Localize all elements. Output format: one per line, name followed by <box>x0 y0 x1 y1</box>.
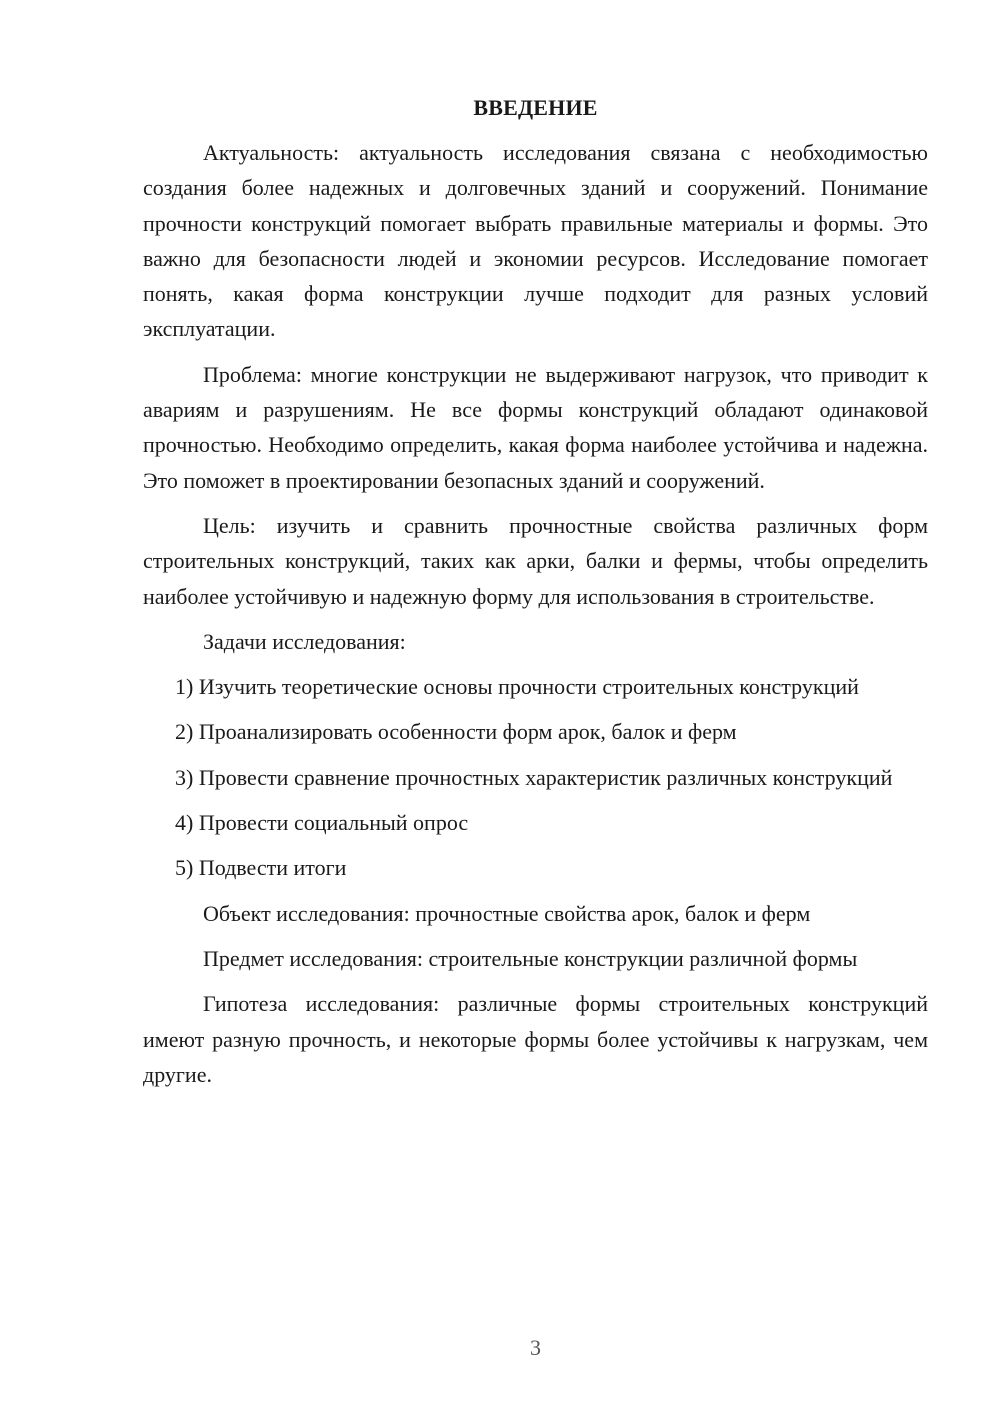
task-item-5: 5) Подвести итоги <box>175 855 347 881</box>
task-item-2: 2) Проанализировать особенности форм арок, балок и ферм <box>175 719 737 745</box>
problem-paragraph: Проблема: многие конструкции не выдерживают нагрузок, что приводит к авариям и разрушениям. Не все формы конструкций обладают одинаковой прочностью. Необходимо определить, какая форма наиболее устойчива и надежна. Это поможет в проектировании безопасных зданий и сооружений. <box>143 361 928 493</box>
relevance-paragraph: Актуальность: актуальность исследования связана с необходимостью создания более надежных и долговечных зданий и сооружений. Понимание прочности конструкций помогает выбрать правильные материалы и формы. Это важно для безопасности людей и экономии ресурсов. Исследование помогает понять, какая форма конструкции лучше подходит для разных условий эксплуатации. <box>143 140 928 342</box>
subject-paragraph: Предмет исследования: строительные конструкции различной формы <box>203 945 858 971</box>
task-item-1: 1) Изучить теоретические основы прочности строительных конструкций <box>175 674 859 700</box>
hypothesis-paragraph: Гипотеза исследования: различные формы строительных конструкций имеют разную прочность, и некоторые формы более устойчивы к нагрузкам, чем другие. <box>143 991 928 1087</box>
object-paragraph: Объект исследования: прочностные свойства арок, балок и ферм <box>203 900 811 926</box>
tasks-heading: Задачи исследования: <box>203 628 406 654</box>
page-title: ВВЕДЕНИЕ <box>473 95 598 120</box>
task-item-3: 3) Провести сравнение прочностных характеристик различных конструкций <box>175 764 893 790</box>
goal-paragraph: Цель: изучить и сравнить прочностные свойства различных форм строительных конструкций, таких как арки, балки и фермы, чтобы определить наиболее устойчивую и надежную форму для использования в строительстве. <box>143 512 928 609</box>
page-number: 3 <box>530 1335 541 1360</box>
task-item-4: 4) Провести социальный опрос <box>175 810 469 836</box>
document-page <box>143 90 928 1102</box>
